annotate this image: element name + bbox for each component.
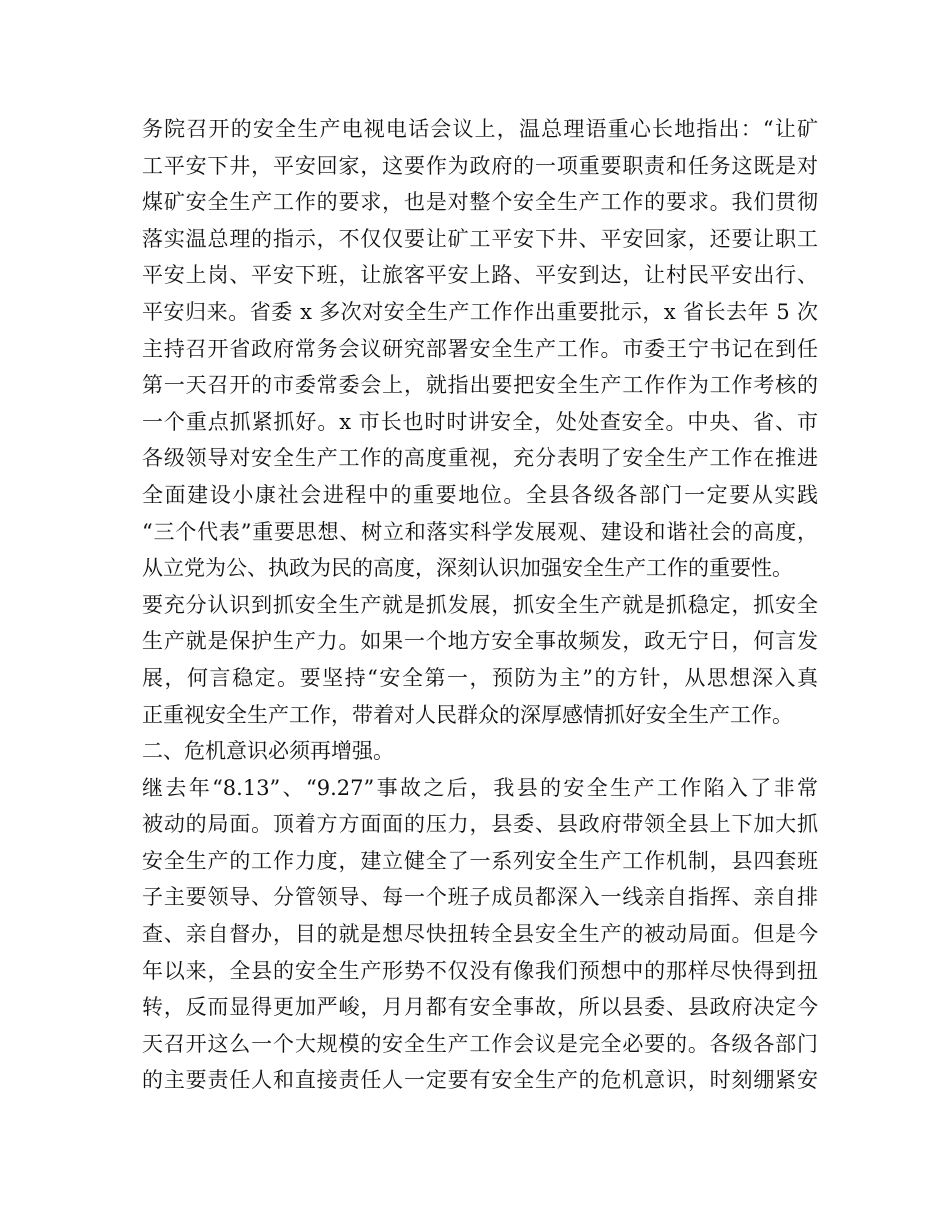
text-line: 天召开这么一个大规模的安全生产工作会议是完全必要的。各级各部门	[142, 1031, 818, 1056]
text-line: 工平安下井，平安回家，这要作为政府的一项重要职责和任务这既是对	[142, 153, 818, 178]
text-line: “三个代表”重要思想、树立和落实科学发展观、建设和谐社会的高度，	[142, 519, 818, 544]
text-line: 务院召开的安全生产电视电话会议上，温总理语重心长地指出：“让矿	[142, 117, 818, 141]
text-line: 煤矿安全生产工作的要求，也是对整个安全生产工作的要求。我们贯彻	[142, 190, 818, 215]
text-line: 转，反而显得更加严峻，月月都有安全事故，所以县委、县政府决定今	[142, 995, 818, 1020]
text-line: 的主要责任人和直接责任人一定要有安全生产的危机意识，时刻绷紧安	[142, 1068, 818, 1093]
body-text	[142, 111, 818, 1099]
text-line: 子主要领导、分管领导、每一个班子成员都深入一线亲自指挥、亲自排	[142, 885, 818, 910]
text-line: 从立党为公、执政为民的高度，深刻认识加强安全生产工作的重要性。	[142, 556, 793, 581]
text-line: 要充分认识到抓安全生产就是抓发展，抓安全生产就是抓稳定，抓安全	[142, 592, 818, 617]
text-line: 查、亲自督办，目的就是想尽快扭转全县安全生产的被动局面。但是今	[142, 922, 818, 947]
text-line: 继去年“8.13”、“9.27”事故之后，我县的安全生产工作陷入了非常	[142, 775, 818, 800]
text-line: 各级领导对安全生产工作的高度重视，充分表明了安全生产工作在推进	[142, 446, 818, 471]
text-line: 第一天召开的市委常委会上，就指出要把安全生产工作作为工作考核的	[142, 373, 818, 398]
text-line: 安全生产的工作力度，建立健全了一系列安全生产工作机制，县四套班	[142, 848, 818, 873]
text-line: 二、危机意识必须再增强。	[142, 739, 394, 764]
text-line: 年以来，全县的安全生产形势不仅没有像我们预想中的那样尽快得到扭	[142, 958, 818, 983]
text-line: 平安上岗、平安下班，让旅客平安上路、平安到达，让村民平安出行、	[142, 263, 818, 288]
text-line: 平安归来。省委 x 多次对安全生产工作作出重要批示，x 省长去年 5 次	[142, 299, 818, 324]
text-line: 全面建设小康社会进程中的重要地位。全县各级各部门一定要从实践	[142, 482, 818, 507]
text-line: 主持召开省政府常务会议研究部署安全生产工作。市委王宁书记在到任	[142, 336, 818, 361]
text-line: 展，何言稳定。要坚持“安全第一，预防为主”的方针，从思想深入真	[142, 665, 818, 690]
text-line: 落实温总理的指示，不仅仅要让矿工平安下井、平安回家，还要让职工	[142, 226, 818, 251]
text-line: 被动的局面。顶着方方面面的压力，县委、县政府带领全县上下加大抓	[142, 812, 818, 837]
text-line: 正重视安全生产工作，带着对人民群众的深厚感情抓好安全生产工作。	[142, 702, 793, 727]
text-line: 一个重点抓紧抓好。x 市长也时时讲安全，处处查安全。中央、省、市	[142, 409, 818, 434]
text-line: 生产就是保护生产力。如果一个地方安全事故频发，政无宁日，何言发	[142, 629, 818, 654]
